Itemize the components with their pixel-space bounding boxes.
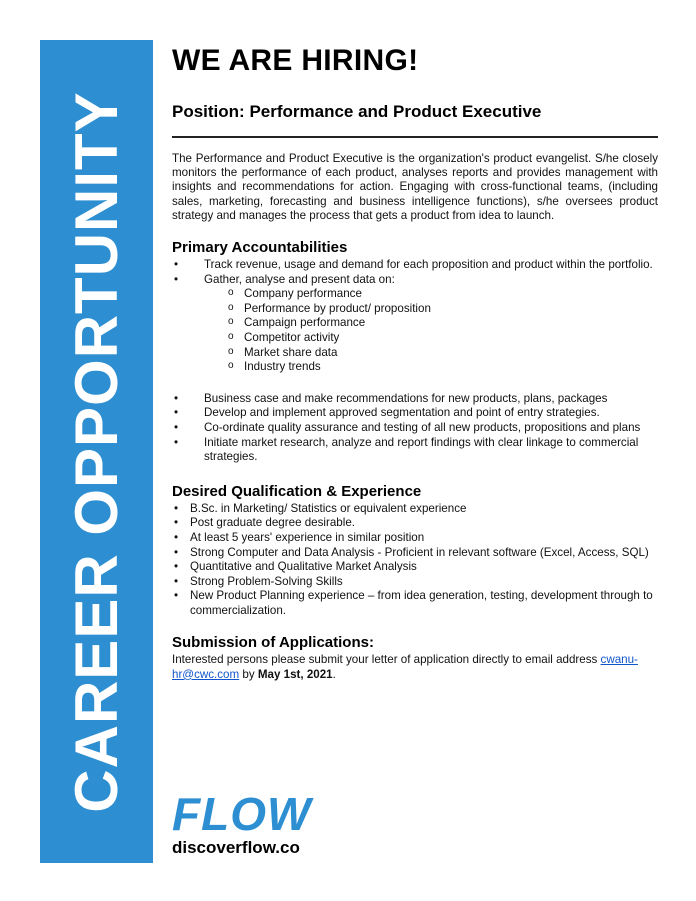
list-item: • Track revenue, usage and demand for each proposition and product within the portfolio. xyxy=(172,258,658,273)
sub-list-item: o Campaign performance xyxy=(228,316,658,331)
primary-accountabilities-heading: Primary Accountabilities xyxy=(172,239,348,257)
sub-list-item: o Company performance xyxy=(228,287,658,302)
list-item: • Co-ordinate quality assurance and testing of all new products, propositions and plans xyxy=(172,421,658,436)
list-item: • Business case and make recommendations for new products, plans, packages xyxy=(172,392,658,407)
list-item: • At least 5 years' experience in similar position xyxy=(172,531,658,546)
sub-list-item: o Performance by product/ proposition xyxy=(228,302,658,317)
submission-heading: Submission of Applications: xyxy=(172,634,374,652)
list-item: • New Product Planning experience – from idea generation, testing, development through to commercialization. xyxy=(172,589,658,618)
website-text: discoverflow.co xyxy=(172,838,300,857)
list-item: • Develop and implement approved segmentation and point of entry strategies. xyxy=(172,406,658,421)
sub-list-item: o Competitor activity xyxy=(228,331,658,346)
sub-list-item: o Market share data xyxy=(228,346,658,361)
list-item: • Strong Computer and Data Analysis - Proficient in relevant software (Excel, Access, SQL) xyxy=(172,546,658,561)
submission-text xyxy=(172,653,658,681)
qualification-list xyxy=(172,502,658,619)
career-opportunity-banner xyxy=(40,40,153,863)
headline: WE ARE HIRING! xyxy=(172,44,419,77)
brand-name: FLOW xyxy=(172,788,312,840)
list-item: • Quantitative and Qualitative Market Analysis xyxy=(172,560,658,575)
divider xyxy=(172,136,658,138)
flow-logo xyxy=(172,788,312,858)
primary-accountabilities-list xyxy=(172,258,658,375)
banner-text: CAREER OPPORTUNITY xyxy=(62,90,130,813)
list-item-text: Gather, analyse and present data on: xyxy=(204,272,395,286)
intro-paragraph: The Performance and Product Executive is the organization's product evangelist. S/he closely monitors the performance of each product, analyses reports and provides management with insights and recommendations for action. Engaging with cross-functional teams, (including sales, marketing, forecasting and business intelligence functions), s/he oversees product strategy and manages the process that gets a product from idea to launch. xyxy=(172,152,658,222)
list-item: • B.Sc. in Marketing/ Statistics or equivalent experience xyxy=(172,502,658,517)
qualification-heading: Desired Qualification & Experience xyxy=(172,482,422,500)
email-link[interactable]: cwanu-hr@cwc.com xyxy=(172,653,638,681)
list-item: • Strong Problem-Solving Skills xyxy=(172,575,658,590)
deadline: May 1st, 2021 xyxy=(257,667,333,681)
list-item xyxy=(172,273,658,375)
position-title: Position: Performance and Product Executive xyxy=(172,102,542,121)
submission-by: by xyxy=(239,667,258,681)
job-posting xyxy=(172,44,658,682)
submission-end: . xyxy=(332,667,336,681)
list-item: • Post graduate degree desirable. xyxy=(172,516,658,531)
sub-list-item: o Industry trends xyxy=(228,360,658,375)
primary-accountabilities-list-2 xyxy=(172,392,658,465)
list-item: • Initiate market research, analyze and report findings with clear linkage to commercial strategies. xyxy=(172,436,658,465)
data-sublist xyxy=(228,287,658,375)
submission-intro: Interested persons please submit your letter of application directly to email address xyxy=(172,653,601,667)
